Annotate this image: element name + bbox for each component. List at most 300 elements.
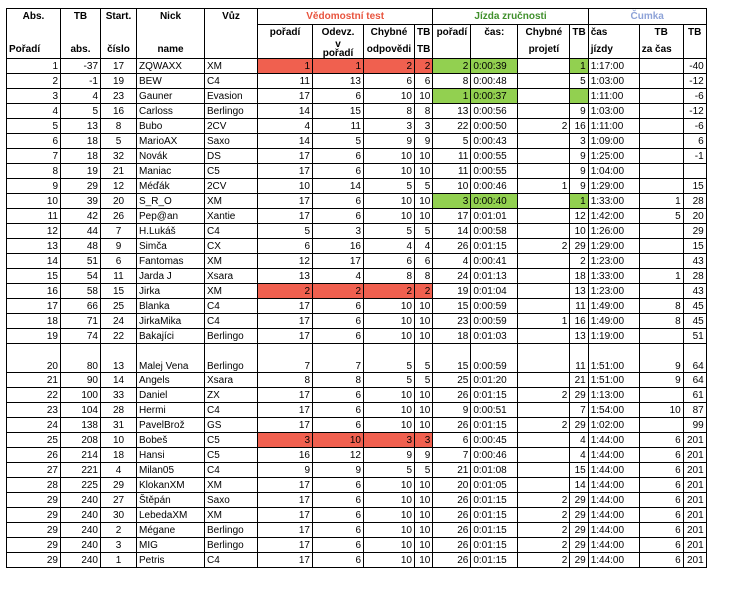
cell-v-odevz: 10 [313,433,364,448]
cell-vuz: 2CV [205,179,258,194]
cell-abs: 10 [7,194,61,209]
cell-j-poradi: 13 [433,104,471,119]
cell-v-odevz: 6 [313,314,364,329]
cell-j-tb: 29 [570,239,588,254]
cell-c-cas: 1:44:00 [588,448,639,463]
cell-v-odevz: 11 [313,119,364,134]
cell-c-tbsum: -12 [683,74,706,89]
cell-nick: Méďák [137,179,205,194]
cell-c-cas: 1:29:00 [588,179,639,194]
cell-v-tb: 5 [415,224,433,239]
header-v-poradi: pořadí [258,25,313,41]
cell-c-tb [639,134,683,149]
cell-v-chybne: 4 [364,239,415,254]
cell-j-tb: 4 [570,433,588,448]
cell-vuz: Berlingo [205,329,258,344]
cell-j-chybne [518,89,570,104]
cell-j-tb: 11 [570,299,588,314]
cell-v-poradi: 17 [258,403,313,418]
cell-c-tb: 6 [639,478,683,493]
cell-abs: 23 [7,403,61,418]
cell-j-cas: 0:01:15 [471,523,518,538]
cell-start: 5 [101,134,137,149]
cell-v-chybne: 3 [364,433,415,448]
cell-tb-abs: 208 [61,433,101,448]
cell-vuz: C5 [205,448,258,463]
cell-c-tb [639,104,683,119]
cell-nick: S_R_O [137,194,205,209]
cell-tb-abs: 18 [61,134,101,149]
cell-v-odevz: 3 [313,224,364,239]
table-row [7,254,707,269]
cell-j-cas: 0:00:45 [471,433,518,448]
header-blank [258,40,313,59]
cell-v-chybne: 6 [364,74,415,89]
cell-j-poradi: 14 [433,224,471,239]
cell-v-poradi: 17 [258,329,313,344]
cell-c-cas: 1:44:00 [588,538,639,553]
cell-v-tb: 10 [415,209,433,224]
cell-tb-abs: 5 [61,104,101,119]
cell-j-chybne [518,149,570,164]
cell-c-tb: 6 [639,493,683,508]
cell-start: 25 [101,299,137,314]
cell-j-chybne: 1 [518,314,570,329]
cell-nick: BEW [137,74,205,89]
cell-start: 14 [101,373,137,388]
cell-abs: 15 [7,269,61,284]
cell-v-chybne: 5 [364,344,415,373]
cell-j-tb: 9 [570,164,588,179]
cell-c-tbsum: 15 [683,179,706,194]
cell-vuz: ZX [205,388,258,403]
cell-tb-abs: 4 [61,89,101,104]
cell-v-poradi: 17 [258,553,313,568]
cell-v-poradi: 2 [258,284,313,299]
cell-v-odevz: 6 [313,149,364,164]
cell-v-tb: 10 [415,314,433,329]
cell-vuz: C4 [205,463,258,478]
cell-j-chybne [518,344,570,373]
cell-vuz: Saxo [205,134,258,149]
cell-start: 18 [101,448,137,463]
group-header-cumka: Čumka [588,9,706,25]
cell-v-odevz: 4 [313,269,364,284]
cell-abs: 1 [7,59,61,74]
cell-j-chybne: 2 [518,508,570,523]
cell-j-tb: 9 [570,149,588,164]
cell-vuz: Saxo [205,493,258,508]
cell-c-tbsum: 99 [683,418,706,433]
cell-c-cas: 1:42:00 [588,209,639,224]
cell-v-tb: 10 [415,329,433,344]
cell-j-tb: 13 [570,329,588,344]
cell-j-poradi: 9 [433,403,471,418]
cell-v-chybne: 10 [364,164,415,179]
cell-j-cas: 0:00:59 [471,344,518,373]
cell-start: 11 [101,269,137,284]
cell-abs: 25 [7,433,61,448]
cell-j-cas: 0:00:40 [471,194,518,209]
cell-start: 16 [101,104,137,119]
cell-v-odevz: 6 [313,299,364,314]
cell-v-poradi: 17 [258,493,313,508]
cell-v-tb: 4 [415,239,433,254]
cell-abs: 28 [7,478,61,493]
cell-v-chybne: 10 [364,314,415,329]
cell-v-chybne: 5 [364,373,415,388]
cell-tb-abs: 19 [61,164,101,179]
cell-j-cas: 0:00:59 [471,299,518,314]
cell-v-chybne: 3 [364,119,415,134]
cell-v-odevz: 6 [313,329,364,344]
cell-nick: Bubo [137,119,205,134]
cell-j-cas: 0:01:04 [471,284,518,299]
cell-c-tbsum: 64 [683,373,706,388]
cell-c-tb [639,254,683,269]
cell-v-tb: 2 [415,59,433,74]
cell-v-tb: 9 [415,448,433,463]
cell-v-poradi: 5 [258,224,313,239]
cell-j-cas: 0:00:55 [471,164,518,179]
cell-j-tb: 16 [570,314,588,329]
cell-c-tb [639,74,683,89]
cell-v-odevz: 7 [313,344,364,373]
cell-c-tb: 6 [639,553,683,568]
cell-nick: Mégane [137,523,205,538]
cell-c-tbsum: 201 [683,493,706,508]
cell-start: 27 [101,493,137,508]
cell-start: 29 [101,478,137,493]
cell-vuz: XM [205,284,258,299]
cell-vuz: XM [205,478,258,493]
cell-v-poradi: 4 [258,119,313,134]
cell-tb-abs: 18 [61,149,101,164]
cell-c-tbsum: 45 [683,299,706,314]
header-c-tb-bottom: za čas [639,40,683,59]
cell-c-cas: 1:25:00 [588,149,639,164]
cell-j-cas: 0:01:15 [471,493,518,508]
cell-j-cas: 0:01:13 [471,269,518,284]
table-row [7,418,707,433]
cell-start: 26 [101,209,137,224]
cell-j-chybne [518,224,570,239]
cell-abs: 4 [7,104,61,119]
cell-start: 4 [101,463,137,478]
cell-abs: 29 [7,523,61,538]
cell-nick: Simča [137,239,205,254]
cell-abs: 22 [7,388,61,403]
cell-c-cas: 1:19:00 [588,329,639,344]
cell-v-odevz: 6 [313,164,364,179]
cell-v-poradi: 13 [258,269,313,284]
table-row [7,164,707,179]
cell-c-cas: 1:44:00 [588,433,639,448]
cell-j-poradi: 19 [433,284,471,299]
cell-nick: Hansi [137,448,205,463]
table-row [7,314,707,329]
cell-start: 2 [101,523,137,538]
cell-abs: 7 [7,149,61,164]
cell-v-poradi: 17 [258,89,313,104]
cell-c-cas: 1:04:00 [588,164,639,179]
cell-v-poradi: 1 [258,59,313,74]
cell-v-chybne: 10 [364,403,415,418]
cell-v-odevz: 6 [313,493,364,508]
cell-c-tbsum: -6 [683,119,706,134]
cell-abs: 27 [7,463,61,478]
cell-j-chybne [518,209,570,224]
cell-abs: 8 [7,164,61,179]
cell-v-tb: 5 [415,344,433,373]
header-v-tb-bottom: TB [415,40,433,59]
cell-c-cas: 1:44:00 [588,523,639,538]
cell-nick: Bakajíci [137,329,205,344]
table-row [7,448,707,463]
cell-j-poradi: 2 [433,59,471,74]
table-row [7,508,707,523]
cell-nick: JirkaMika [137,314,205,329]
cell-v-odevz: 13 [313,74,364,89]
cell-v-odevz: 6 [313,89,364,104]
table-row [7,284,707,299]
cell-c-tbsum: 28 [683,269,706,284]
cell-tb-abs: -1 [61,74,101,89]
cell-v-odevz: 17 [313,254,364,269]
cell-c-tb [639,164,683,179]
cell-j-poradi: 24 [433,269,471,284]
header-c-tb: TB [639,25,683,41]
cell-start: 17 [101,59,137,74]
table-row [7,299,707,314]
cell-c-cas: 1:03:00 [588,74,639,89]
header-j-cas: čas: [471,25,518,41]
cell-abs: 21 [7,373,61,388]
cell-c-cas: 1:33:00 [588,194,639,209]
cell-j-chybne: 2 [518,523,570,538]
table-row [7,493,707,508]
results-sheet [6,8,707,568]
table-row [7,239,707,254]
cell-v-chybne: 8 [364,104,415,119]
cell-nick: LebedaXM [137,508,205,523]
cell-j-chybne [518,134,570,149]
cell-v-chybne: 9 [364,448,415,463]
cell-tb-abs: 138 [61,418,101,433]
cell-vuz: Evasion [205,89,258,104]
header-v-odevz-bottom [313,40,364,59]
cell-j-poradi: 11 [433,149,471,164]
cell-j-cas: 0:01:08 [471,463,518,478]
cell-j-chybne [518,194,570,209]
cell-tb-abs: 240 [61,493,101,508]
cell-start: 3 [101,538,137,553]
cell-j-poradi: 4 [433,254,471,269]
cell-v-tb: 10 [415,149,433,164]
cell-tb-abs: 240 [61,523,101,538]
cell-start: 10 [101,433,137,448]
cell-abs: 29 [7,508,61,523]
cell-v-chybne: 10 [364,538,415,553]
cell-vuz: 2CV [205,119,258,134]
cell-c-tb: 1 [639,194,683,209]
cell-c-tbsum: 201 [683,463,706,478]
cell-j-poradi: 26 [433,418,471,433]
header-blank [7,25,61,41]
table-row [7,344,707,373]
cell-j-cas: 0:01:01 [471,209,518,224]
cell-c-tbsum: 61 [683,388,706,403]
cell-c-tb: 10 [639,403,683,418]
header-j-tb: TB [570,25,588,41]
cell-c-tbsum: 15 [683,239,706,254]
cell-nick: PavelBrož [137,418,205,433]
cell-c-tbsum: 201 [683,433,706,448]
cell-start: 23 [101,89,137,104]
cell-v-tb: 8 [415,269,433,284]
cell-abs: 20 [7,344,61,373]
cell-j-chybne [518,104,570,119]
cell-v-chybne: 2 [364,284,415,299]
cell-v-tb: 10 [415,553,433,568]
cell-v-chybne: 10 [364,478,415,493]
cell-j-tb: 18 [570,269,588,284]
cell-j-chybne [518,59,570,74]
cell-v-odevz: 2 [313,284,364,299]
header-start-bottom: číslo [101,40,137,59]
cell-j-tb: 12 [570,209,588,224]
cell-tb-abs: 74 [61,329,101,344]
cell-j-cas: 0:00:59 [471,314,518,329]
cell-abs: 3 [7,89,61,104]
cell-vuz: XM [205,59,258,74]
cell-c-cas: 1:49:00 [588,314,639,329]
cell-vuz: XM [205,508,258,523]
cell-j-chybne [518,164,570,179]
cell-v-chybne: 10 [364,209,415,224]
cell-vuz: C5 [205,433,258,448]
cell-c-cas: 1:51:00 [588,344,639,373]
cell-c-tb: 6 [639,448,683,463]
cell-v-tb: 5 [415,463,433,478]
cell-c-tbsum: 45 [683,314,706,329]
cell-nick: Carloss [137,104,205,119]
cell-c-cas: 1:23:00 [588,284,639,299]
cell-c-cas: 1:11:00 [588,89,639,104]
table-row [7,59,707,74]
header-blank [205,40,258,59]
cell-v-chybne: 10 [364,89,415,104]
cell-j-poradi: 3 [433,194,471,209]
cell-v-tb: 3 [415,119,433,134]
cell-abs: 16 [7,284,61,299]
cell-j-chybne: 2 [518,493,570,508]
cell-v-chybne: 6 [364,254,415,269]
cell-c-tbsum: 43 [683,284,706,299]
cell-c-tb: 9 [639,373,683,388]
group-header-vedomostni-test: Vědomostní test [258,9,433,25]
cell-j-tb: 9 [570,179,588,194]
cell-v-poradi: 17 [258,299,313,314]
cell-c-tbsum: 29 [683,224,706,239]
cell-nick: Angels [137,373,205,388]
cell-j-tb: 21 [570,373,588,388]
header-tb-abs: TB [61,9,101,25]
cell-v-odevz: 6 [313,523,364,538]
cell-nick: Pep@an [137,209,205,224]
cell-abs: 17 [7,299,61,314]
cell-c-tbsum: 28 [683,194,706,209]
cell-tb-abs: 104 [61,403,101,418]
cell-c-cas: 1:44:00 [588,493,639,508]
cell-c-cas: 1:13:00 [588,388,639,403]
cell-vuz: Berlingo [205,523,258,538]
cell-start: 22 [101,329,137,344]
cell-v-poradi: 7 [258,344,313,373]
cell-j-cas: 0:00:55 [471,149,518,164]
cell-start: 8 [101,119,137,134]
cell-abs: 29 [7,553,61,568]
cell-j-tb: 7 [570,403,588,418]
cell-tb-abs: 48 [61,239,101,254]
cell-start: 1 [101,553,137,568]
cell-nick: MIG [137,538,205,553]
cell-tb-abs: 58 [61,284,101,299]
header-blank [61,25,101,41]
cell-j-cas: 0:00:39 [471,59,518,74]
cell-j-cas: 0:00:43 [471,134,518,149]
cell-j-cas: 0:01:15 [471,553,518,568]
cell-tb-abs: 54 [61,269,101,284]
cell-start: 21 [101,164,137,179]
cell-j-tb: 13 [570,284,588,299]
cell-v-poradi: 14 [258,104,313,119]
cell-v-tb: 10 [415,89,433,104]
cell-v-chybne: 10 [364,523,415,538]
cell-v-chybne: 9 [364,134,415,149]
cell-v-poradi: 14 [258,134,313,149]
cell-tb-abs: 29 [61,179,101,194]
cell-nick: Malej Vena [137,344,205,373]
cell-c-cas: 1:03:00 [588,104,639,119]
cell-tb-abs: 66 [61,299,101,314]
cell-v-tb: 10 [415,493,433,508]
table-row [7,89,707,104]
cell-v-odevz: 15 [313,104,364,119]
cell-j-tb: 29 [570,418,588,433]
cell-j-tb [570,89,588,104]
table-row [7,478,707,493]
cell-c-tb: 6 [639,433,683,448]
cell-v-odevz: 6 [313,553,364,568]
cell-c-tbsum: -6 [683,89,706,104]
cell-c-tb [639,388,683,403]
table-row [7,104,707,119]
cell-vuz: DS [205,149,258,164]
cell-v-tb: 10 [415,538,433,553]
table-row [7,329,707,344]
cell-c-cas: 1:44:00 [588,508,639,523]
header-v-odevz [313,25,364,41]
cell-v-chybne: 10 [364,418,415,433]
cell-v-chybne: 10 [364,493,415,508]
cell-c-cas: 1:29:00 [588,239,639,254]
cell-j-cas: 0:00:50 [471,119,518,134]
cell-nick: Milan05 [137,463,205,478]
cell-nick: Fantomas [137,254,205,269]
header-v-chybne: Chybné [364,25,415,41]
cell-j-cas: 0:00:37 [471,89,518,104]
